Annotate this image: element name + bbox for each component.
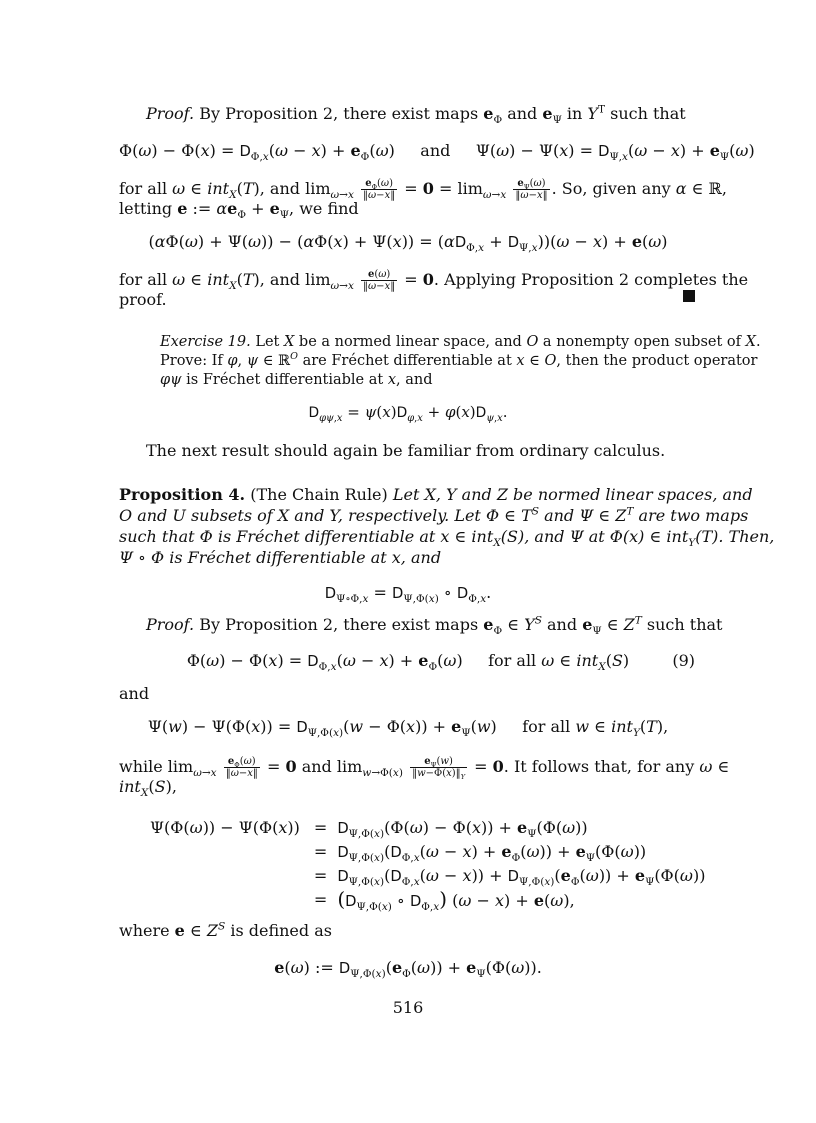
aligned-rhs: $D_{\Psi,\Phi(x)}(\Phi(\omega) - \Phi(x)) + e_\Psi(\Phi(\omega))$: [337, 817, 588, 840]
aligned-row: [150, 863, 705, 887]
proposition-title: (The Chain Rule): [250, 485, 388, 504]
fraction: $\frac{e_\Psi(w)}{‖w-\Phi(x)‖_Y}$: [412, 756, 466, 781]
page-number: 516: [392, 998, 424, 1017]
proof1-line3a: for all ω ∈ int$_X$(T), and $\lim_{\omega\to x}$ $\frac{e_\Phi(\omega)}{‖\omega-x‖}$ = $0 = \lim_{\omega\to x}$ $\frac{e_\Psi(\omega)}{‖\omega-x‖}$ . So, given any α ∈ ℝ,: [119, 178, 727, 202]
proof2-eq10: $\Psi(w) - \Psi(\Phi(x)) = D_{\Psi,\Phi(x)}(w - \Phi(x)) + e_\Psi(w)$ for all w ∈ int$_Y$(T),: [147, 717, 669, 740]
proposition-line4: Ψ ∘ Φ is Fréchet differentiable at x, and: [119, 548, 442, 567]
aligned-row: [150, 887, 705, 911]
proof2-label: Proof.: [146, 615, 195, 634]
fraction: $\frac{e(\omega)}{‖\omega-x‖}$: [363, 269, 396, 292]
familiar-text: The next result should again be familiar from ordinary calculus.: [146, 441, 666, 460]
equation-number-9: (9): [672, 651, 695, 670]
aligned-rhs: ($D_{\Psi,\Phi(x)}$ ∘ $D_{\Phi,x}$) (ω − x) + e(ω),: [337, 887, 575, 914]
exercise-line2: Prove: If φ, ψ ∈ ℝ$^O$ are Fréchet differentiable at x ∈ O, then the product operator: [160, 351, 758, 369]
proof2-while-a: while $\lim_{\omega\to x}$ $\frac{e_\Phi(\omega)}{‖\omega-x‖}$ = 0 and $\lim_{w\to\Phi(x)}$ $\frac{e_\Psi(w)}{‖w-\Phi(x)‖_Y}$ = 0. It follows that, for any ω ∈: [119, 756, 730, 781]
proposition-label: Proposition 4.: [119, 485, 246, 504]
proof2-intro-line: Proof. By Proposition 2, there exist maps $e_\Phi$ ∈ $Y^S$ and $e_\Psi$ ∈ $Z^T$ such that: [146, 614, 723, 638]
proposition-line2: O and U subsets of X and Y, respectively. Let Φ ∈ $T^S$ and Ψ ∈ $Z^T$ are two maps: [119, 505, 749, 525]
fraction: $\frac{e_\Phi(\omega)}{‖\omega-x‖}$: [363, 178, 396, 201]
aligned-eq-sign: =: [313, 889, 328, 909]
proof2-eq-def: e(ω) := $D_{\Psi,\Phi(x)}(e_\Phi(\omega)) + e_\Psi(\Phi(\omega))$.: [274, 958, 542, 981]
aligned-eq-sign: =: [313, 817, 328, 837]
aligned-row: [150, 839, 705, 863]
proof1-line4a: for all ω ∈ int$_X$(T), and $\lim_{\omega\to x}$ $\frac{e(\omega)}{‖\omega-x‖}$ = 0. Applying Proposition 2 completes the: [119, 269, 749, 293]
aligned-eq-sign: =: [313, 841, 328, 861]
exercise-label: Exercise 19.: [160, 334, 251, 350]
proof2-eq9: $\Phi(\omega) - \Phi(x) = D_{\Phi,x}(\omega - x) + e_\Phi(\omega)$ for all ω ∈ int$_X$(S): [186, 651, 630, 674]
proposition-line1: Proposition 4. (The Chain Rule) Let X, Y and Z be normed linear spaces, and: [119, 485, 753, 504]
proposition-line3: such that Φ is Fréchet differentiable at x ∈ int$_X$(S), and Ψ at Φ(x) ∈ int$_Y$(T). Then,: [119, 527, 775, 550]
exercise-line3: φψ is Fréchet differentiable at x, and: [160, 372, 433, 388]
proof1-eq1: $\Phi(\omega) - \Phi(x) = D_{\Phi,x}(\omega - x) + e_\Phi(\omega)$ and $\Psi(\omega) - \Psi(x) = D_{\Psi,x}(\omega - x) + e_\Psi(\omega)$: [119, 141, 755, 164]
aligned-rhs: $D_{\Psi,\Phi(x)}(D_{\Phi,x}(\omega - x)) + D_{\Psi,\Phi(x)}(e_\Phi(\omega)) + e_\Psi(\Phi(\omega))$: [337, 865, 706, 888]
proof1-line4b: proof.: [119, 290, 167, 309]
proof1-intro-line: Proof. By Proposition 2, there exist maps $e_\Phi$ and $e_\Psi$ in $Y^T$ such that: [146, 103, 686, 127]
proposition-eq: $D_{\Psi\circ\Phi,x} = D_{\Psi,\Phi(x)}$ ∘ $D_{\Phi,x}$.: [324, 583, 492, 606]
proof2-while-b: int$_X$(S),: [119, 777, 177, 800]
qed-square-icon: [683, 290, 695, 302]
proof1-label: Proof.: [146, 104, 195, 123]
aligned-rhs: $D_{\Psi,\Phi(x)}(D_{\Phi,x}(\omega - x) + e_\Phi(\omega)) + e_\Psi(\Phi(\omega))$: [337, 841, 647, 864]
proof2-and: and: [119, 684, 150, 703]
aligned-lhs: Ψ(Φ(ω)) − Ψ(Φ(x)): [150, 817, 300, 837]
exercise-line1: Exercise 19. Let X be a normed linear space, and O a nonempty open subset of X.: [160, 334, 761, 350]
fraction: $\frac{e_\Psi(\omega)}{‖\omega-x‖}$: [515, 178, 548, 201]
proof2-where: where e ∈ $Z^S$ is defined as: [119, 920, 332, 940]
aligned-eq-sign: =: [313, 865, 328, 885]
fraction: $\frac{e_\Phi(\omega)}{‖\omega-x‖}$: [225, 756, 258, 779]
proof1-eq2: $(\alpha\Phi(\omega) + \Psi(\omega)) - (\alpha\Phi(x) + \Psi(x)) = (\alpha D_{\Phi,x} + D_{\Psi,x}))(\omega - x) + e(\omega)$: [148, 232, 668, 255]
aligned-row: [150, 815, 705, 839]
exercise-eq: $D_{\varphi\psi,x} = \psi(x)D_{\varphi,x} + \varphi(x)D_{\psi,x}$.: [308, 403, 508, 424]
aligned-equations: [150, 815, 706, 914]
proof1-line3b: letting e := $\alpha e_\Phi + e_\Psi$, we find: [119, 199, 359, 222]
